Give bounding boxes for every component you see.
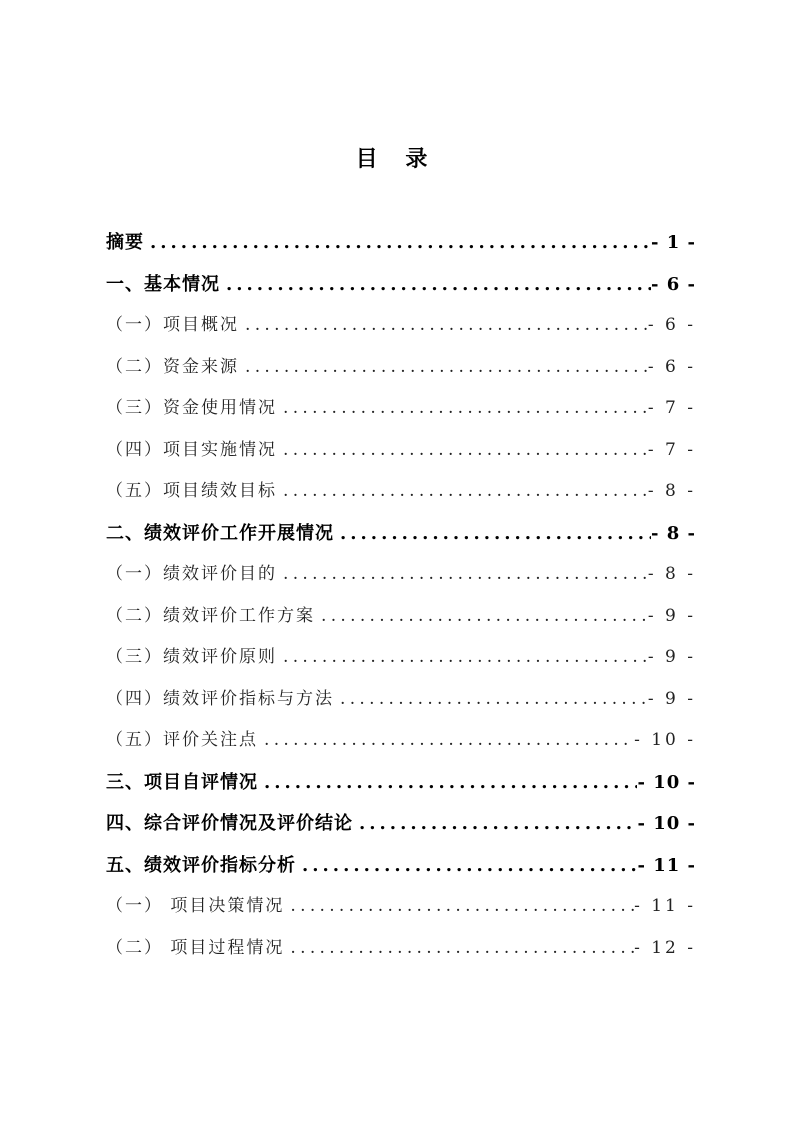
- dot-leader: [284, 886, 634, 928]
- dot-leader: [220, 264, 651, 306]
- toc-title: 目 录: [355, 147, 438, 172]
- dot-leader: [284, 928, 634, 970]
- dot-leader: [296, 845, 637, 887]
- toc-entry-page: - 8 -: [647, 564, 696, 584]
- toc-entry-page: - 8 -: [651, 522, 696, 544]
- toc-entry-text: （五）评价关注点: [106, 730, 258, 750]
- toc-entry-page: - 7 -: [647, 439, 696, 460]
- dot-leader: [334, 513, 651, 555]
- toc-entry[interactable]: [106, 845, 696, 887]
- toc-entry-page: - 7 -: [647, 398, 696, 418]
- toc-entry-page: - 11 -: [637, 854, 696, 876]
- dot-leader: [277, 471, 648, 513]
- toc-entry-text: （三）资金使用情况: [106, 398, 277, 418]
- toc-entry-page: - 9 -: [647, 688, 696, 709]
- dot-leader: [277, 388, 648, 430]
- toc-entry-text: （三）绩效评价原则: [106, 647, 277, 667]
- toc-entry-text: （一）项目概况: [106, 315, 239, 335]
- toc-entry-text: （五）项目绩效目标: [106, 481, 277, 501]
- toc-entry[interactable]: [106, 637, 696, 679]
- dot-leader: [353, 803, 637, 845]
- dot-leader: [315, 596, 648, 638]
- toc-entry[interactable]: [106, 430, 696, 472]
- dot-leader: [258, 720, 634, 762]
- table-of-contents: [106, 222, 696, 969]
- toc-entry[interactable]: [106, 388, 696, 430]
- toc-entry[interactable]: [106, 886, 696, 928]
- toc-entry-page: - 10 -: [634, 730, 696, 750]
- toc-entry-text: （一） 项目决策情况: [106, 896, 285, 916]
- dot-leader: [277, 554, 648, 596]
- toc-entry[interactable]: [106, 222, 696, 264]
- toc-entry-text: （二） 项目过程情况: [106, 937, 285, 958]
- dot-leader: [239, 347, 648, 389]
- toc-entry[interactable]: [106, 762, 696, 804]
- toc-entry-page: - 1 -: [651, 232, 696, 253]
- toc-entry-page: - 12 -: [634, 937, 696, 958]
- dot-leader: [144, 222, 651, 264]
- toc-entry-page: - 6 -: [647, 356, 696, 377]
- toc-entry-text: 一、基本情况: [106, 273, 220, 295]
- toc-entry[interactable]: [106, 347, 696, 389]
- dot-leader: [258, 762, 637, 804]
- toc-entry-text: （二）资金来源: [106, 356, 239, 377]
- toc-entry-text: （四）绩效评价指标与方法: [106, 688, 334, 709]
- toc-entry-text: 二、绩效评价工作开展情况: [106, 522, 334, 544]
- toc-entry-text: 四、综合评价情况及评价结论: [106, 813, 353, 834]
- toc-entry[interactable]: [106, 803, 696, 845]
- toc-entry[interactable]: [106, 471, 696, 513]
- toc-entry-page: - 6 -: [651, 273, 696, 295]
- toc-entry-text: （四）项目实施情况: [106, 439, 277, 460]
- toc-entry-text: （二）绩效评价工作方案: [106, 605, 315, 626]
- dot-leader: [277, 430, 648, 472]
- toc-entry[interactable]: [106, 596, 696, 638]
- toc-entry[interactable]: [106, 554, 696, 596]
- toc-entry-page: - 10 -: [637, 771, 696, 793]
- dot-leader: [239, 305, 648, 347]
- toc-entry-page: - 9 -: [647, 605, 696, 626]
- toc-entry-page: - 10 -: [637, 813, 696, 834]
- toc-entry[interactable]: [106, 513, 696, 555]
- dot-leader: [334, 679, 648, 721]
- toc-entry[interactable]: [106, 264, 696, 306]
- toc-entry[interactable]: [106, 305, 696, 347]
- toc-entry-text: 五、绩效评价指标分析: [106, 854, 296, 876]
- toc-entry-page: - 6 -: [647, 315, 696, 335]
- toc-entry[interactable]: [106, 928, 696, 970]
- toc-entry-text: 摘要: [106, 232, 144, 253]
- toc-entry-page: - 8 -: [647, 481, 696, 501]
- toc-entry-text: （一）绩效评价目的: [106, 564, 277, 584]
- toc-entry-text: 三、项目自评情况: [106, 771, 258, 793]
- dot-leader: [277, 637, 648, 679]
- toc-entry-page: - 11 -: [634, 896, 696, 916]
- toc-entry[interactable]: [106, 679, 696, 721]
- toc-entry-page: - 9 -: [647, 647, 696, 667]
- toc-entry[interactable]: [106, 720, 696, 762]
